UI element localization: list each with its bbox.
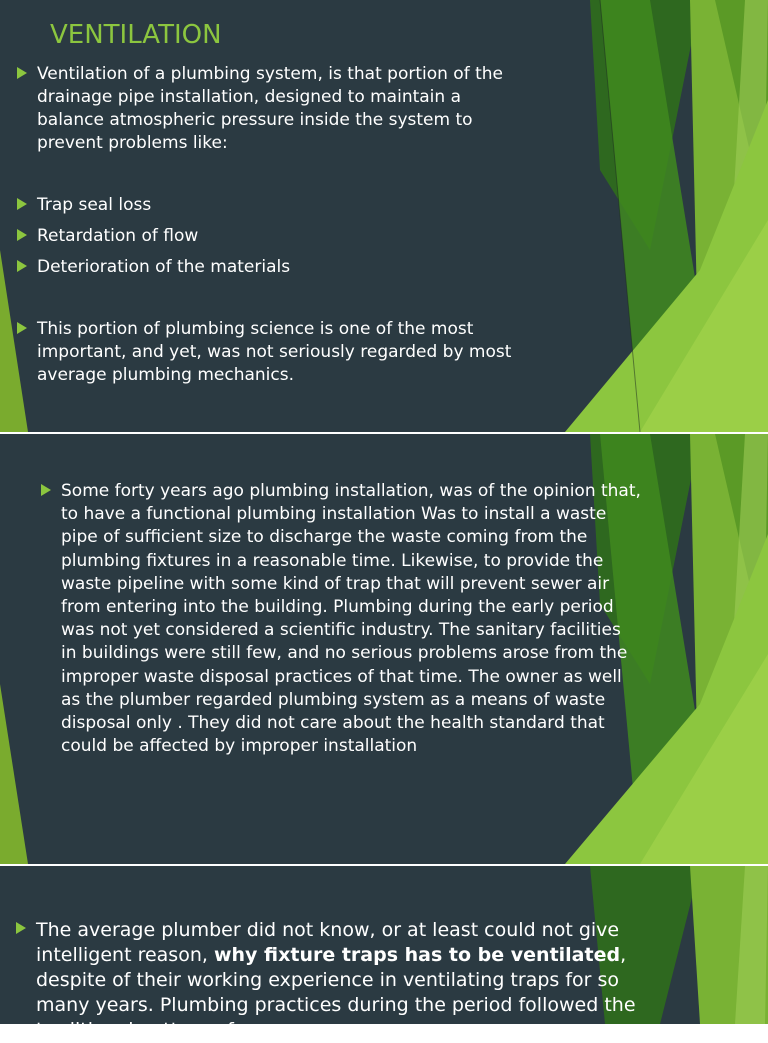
history-block [61, 480, 641, 758]
intro-text: Ventilation of a plumbing system, is that portion of the drainage pipe installation, designed to maintain a balance atmospheric pressure inside the system to prevent problems like: [37, 64, 503, 153]
importance-block [37, 318, 527, 387]
slide-history [0, 434, 768, 864]
bullet-icon [41, 484, 51, 496]
importance-text: This portion of plumbing science is one of the most important, and yet, was not seriously regarded by most average plumbing mechanics. [37, 319, 512, 385]
problem-item-deterioration: Deterioration of the materials [37, 257, 291, 277]
list-item [37, 225, 517, 256]
bold-emphasis: why fixture traps has to be ventilated [213, 944, 621, 966]
intro-block [37, 63, 517, 155]
text-after-bold: , despite of their working experience in ventilating traps for so many years. Plumbing practices during the period followed the traditional pattern of [36, 944, 636, 1041]
problem-item-retardation: Retardation of flow [37, 226, 199, 246]
slide-ventilation [0, 0, 768, 432]
bullet-icon [17, 322, 27, 334]
slide-average-plumber [0, 866, 768, 1041]
bullet-icon [17, 198, 27, 210]
bullet-icon [17, 260, 27, 272]
list-item [37, 256, 517, 287]
average-plumber-block [36, 918, 636, 1043]
problem-item-trap-seal-loss: Trap seal loss [37, 195, 152, 215]
bullet-icon [16, 922, 26, 934]
list-item [37, 194, 517, 225]
slide-title: VENTILATION [50, 20, 222, 50]
problems-list [37, 194, 517, 287]
text-before-bold: The average plumber did not know, or at least could not give intelligent reason, [36, 919, 620, 966]
bullet-icon [17, 229, 27, 241]
average-plumber-text [36, 918, 636, 1043]
bullet-icon [17, 67, 27, 79]
history-text: Some forty years ago plumbing installation, was of the opinion that, to have a functional plumbing installation Was to install a waste pipe of sufficient size to discharge the waste coming from the plumbing fixtures in a reasonable time. Likewise, to provide the waste pipeline with some kind of trap that will prevent sewer air from entering into the building. Plumbing during the early period was not yet considered a scientific industry. The sanitary facilities in buildings were still few, and no serious problems arose from the improper waste disposal practices of that time. The owner as well as the plumber regarded plumbing system as a means of waste disposal only . They did not care about the health standard that could be affected by improper installation [61, 481, 641, 757]
